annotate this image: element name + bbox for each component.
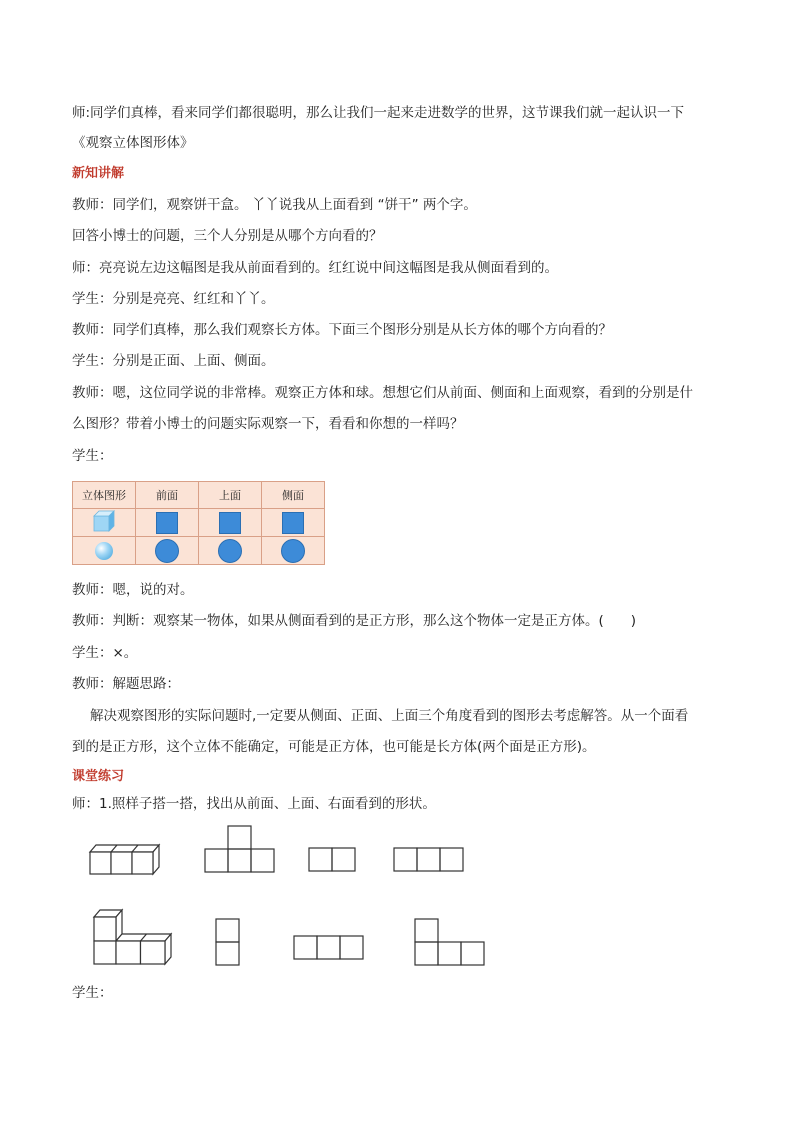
circle-icon — [155, 539, 179, 563]
text-line: 学生： — [72, 448, 113, 464]
side-view-figure-1 — [392, 846, 466, 874]
cube-cell — [73, 509, 136, 537]
text-line: 师：1.照样子搭一搭，找出从前面、上面、右面看到的形状。 — [72, 796, 436, 812]
text-line: 教师：同学们，观察饼干盒。 丫丫说我从上面看到 “饼干” 两个字。 — [72, 197, 477, 213]
top-view-figure-2 — [292, 934, 366, 962]
top-view-figure-1 — [307, 846, 357, 874]
square-icon — [282, 512, 304, 534]
table-header: 侧面 — [262, 482, 325, 509]
table-header: 上面 — [199, 482, 262, 509]
text-line: 解决观察图形的实际问题时,一定要从侧面、正面、上面三个角度看到的图形去考虑解答。从一个面看 — [90, 708, 689, 724]
text-line: 《观察立体图形体》 — [72, 135, 194, 151]
text-line: 教师：同学们真棒，那么我们观察长方体。下面三个图形分别是从长方体的哪个方向看的？ — [72, 322, 612, 338]
section-heading: 课堂练习 — [72, 769, 125, 784]
square-cell — [262, 509, 325, 537]
text-line: 教师：解题思路： — [72, 676, 180, 692]
text-line: 教师：判断：观察某一物体，如果从侧面看到的是正方形，那么这个物体一定是正方体。( ) — [72, 613, 637, 629]
side-view-figure-2 — [413, 917, 487, 967]
text-line: 学生：分别是亮亮、红红和丫丫。 — [72, 291, 275, 307]
text-line: 师：亮亮说左边这幅图是我从前面看到的。红红说中间这幅图是我从侧面看到的。 — [72, 260, 558, 276]
cube-stack-figure-1 — [88, 840, 162, 876]
table-header: 前面 — [136, 482, 199, 509]
front-view-figure-2 — [214, 917, 242, 967]
cube-icon — [91, 509, 117, 533]
circle-cell — [199, 537, 262, 565]
circle-cell — [136, 537, 199, 565]
text-line: 教师：嗯，这位同学说的非常棒。观察正方体和球。想想它们从前面、侧面和上面观察，看到的分别是什 — [72, 385, 693, 401]
square-cell — [199, 509, 262, 537]
square-icon — [156, 512, 178, 534]
text-line: 教师：嗯，说的对。 — [72, 582, 194, 598]
circle-icon — [218, 539, 242, 563]
section-heading: 新知讲解 — [72, 166, 125, 181]
circle-icon — [281, 539, 305, 563]
sphere-cell — [73, 537, 136, 565]
square-cell — [136, 509, 199, 537]
text-line: 学生：×。 — [72, 645, 138, 661]
shape-views-table — [72, 481, 325, 565]
cube-stack-figure-2 — [92, 907, 174, 967]
sphere-icon — [95, 542, 113, 560]
text-line: 学生：分别是正面、上面、侧面。 — [72, 353, 275, 369]
circle-cell — [262, 537, 325, 565]
text-line: 师:同学们真棒，看来同学们都很聪明，那么让我们一起来走进数学的世界，这节课我们就一起认识一下 — [72, 105, 685, 121]
table-header: 立体图形 — [73, 482, 136, 509]
text-line: 回答小博士的问题，三个人分别是从哪个方向看的？ — [72, 228, 383, 244]
text-line: 么图形？带着小博士的问题实际观察一下，看看和你想的一样吗？ — [72, 416, 464, 432]
square-icon — [219, 512, 241, 534]
text-line: 学生： — [72, 985, 113, 1001]
text-line: 到的是正方形，这个立体不能确定，可能是正方体，也可能是长方体(两个面是正方形)。 — [72, 739, 596, 755]
front-view-figure-1 — [203, 824, 277, 874]
